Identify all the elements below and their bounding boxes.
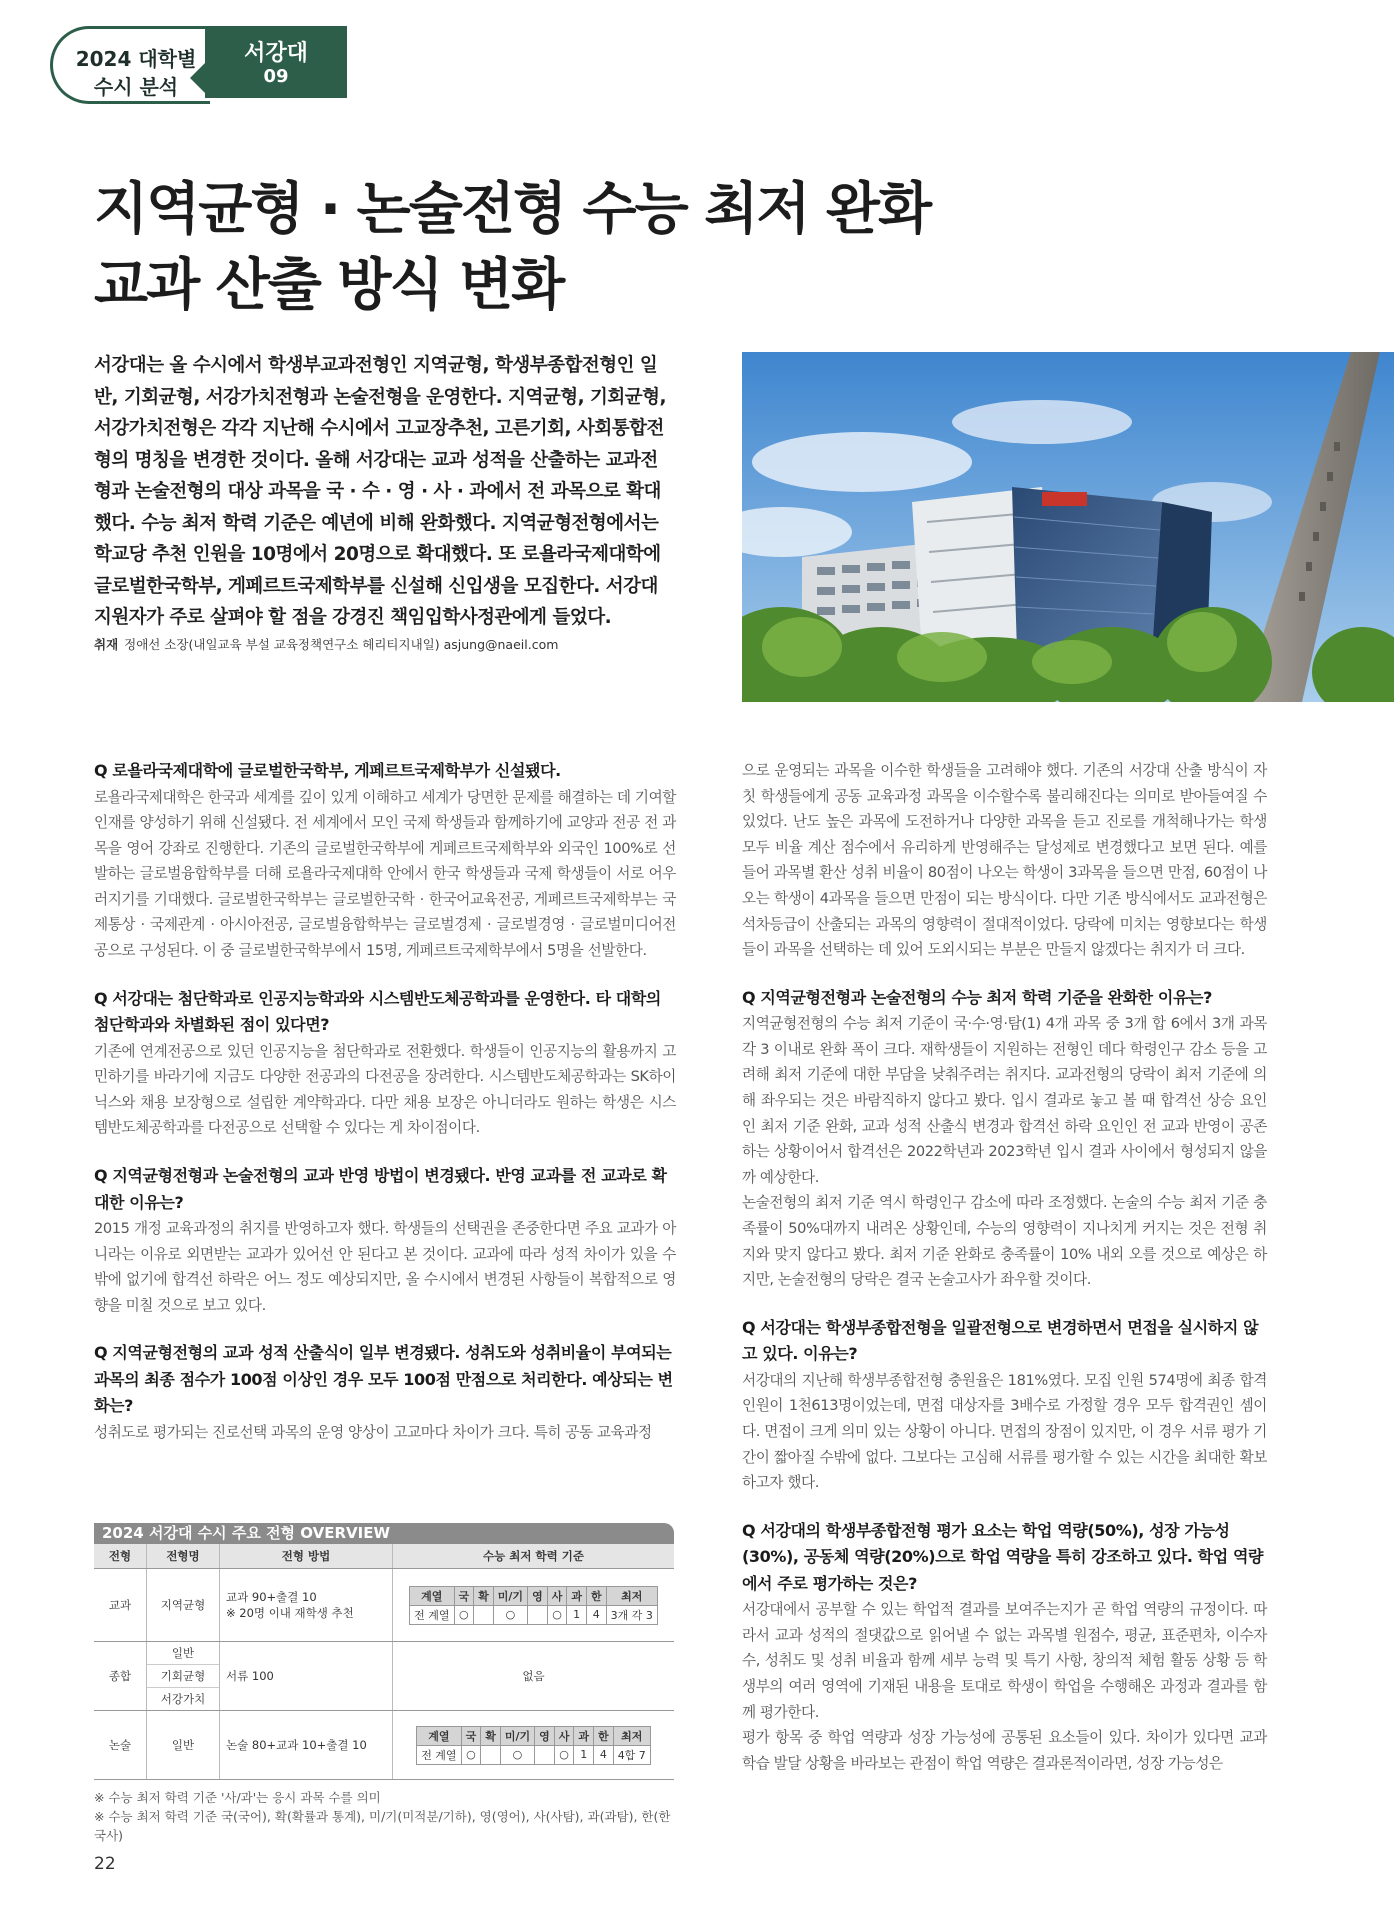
cell-name: 일반	[147, 1711, 220, 1780]
answer-6: 서강대의 지난해 학생부종합전형 충원율은 181%였다. 모집 인원 574명에 최종 합격인원이 1천613명이었는데, 면접 대상자를 3배수로 가정할 경우 모두 합격권인 셈이다. 면접이 크게 의미 있는 상황이 아니다. 면접의 장점이 있지만, 이 경우 서류 평가 기간이 짧아질 수밖에 없다. 그보다는 고심해 서류를 평가할 수 있는 시간을 최대한 확보하고자 했다.	[742, 1371, 1267, 1492]
sub-cell: 3개 각 3	[606, 1605, 657, 1624]
table-row	[94, 1642, 674, 1711]
overview-table	[94, 1523, 674, 1845]
sub-cell	[535, 1745, 555, 1764]
sub-cell: 1	[567, 1605, 587, 1624]
question-7: Q 서강대의 학생부종합전형 평가 요소는 학업 역량(50%), 성장 가능성(30%), 공동체 역량(20%)으로 학업 역량을 특히 강조하고 있다. 학업 역량에서 주로 평가하는 것은?	[742, 1520, 1264, 1593]
sub-cell: ○	[547, 1605, 567, 1624]
cell-method: 논술 80+교과 10+출결 10	[220, 1711, 393, 1780]
sub-h: 확	[481, 1726, 501, 1745]
cell-type: 교과	[94, 1569, 147, 1642]
byline-label: 취재	[94, 637, 119, 652]
lead-paragraph: 서강대는 올 수시에서 학생부교과전형인 지역균형, 학생부종합전형인 일반, 기회균형, 서강가치전형과 논술전형을 운영한다. 지역균형, 기회균형, 서강가치전형은 각각 지난해 수시에서 고교장추천, 고른기회, 사회통합전형의 명칭을 변경한 것이다. 올해 서강대는 교과 성적을 산출하는 교과전형과 논술전형의 대상 과목을 국 · 수 · 영 · 사 · 과에서 전 과목으로 확대했다. 수능 최저 학력 기준은 예년에 비해 완화했다. 지역균형전형에서는 학교당 추천 인원을 10명에서 20명으로 확대했다. 또 로욜라국제대학에 글로벌한국학부, 게페르트국제학부를 신설해 신입생을 모집한다. 서강대 지원자가 주로 살펴야 할 점을 강경진 책임입학사정관에게 들었다.	[94, 355, 667, 628]
sub-h: 한	[594, 1726, 614, 1745]
sub-cell: 1	[574, 1745, 594, 1764]
left-column	[94, 758, 676, 1446]
col-header-name: 전형명	[147, 1544, 220, 1569]
overview-grid	[94, 1544, 674, 1780]
sub-h: 국	[461, 1726, 481, 1745]
sub-h: 과	[567, 1586, 587, 1605]
answer-5-part2: 논술전형의 최저 기준 역시 학령인구 감소에 따라 조정했다. 논술의 수능 최저 기준 충족률이 50%대까지 내려온 상황인데, 수능의 영향력이 지나치게 커지는 것은 전형 취지와 맞지 않다고 봤다. 최저 기준 완화로 충족률이 10% 내외 오를 것으로 예상은 하지만, 논술전형의 당락은 결국 논술고사가 좌우할 것이다.	[742, 1194, 1267, 1289]
sub-h: 계열	[417, 1726, 461, 1745]
sub-cell: ○	[461, 1745, 481, 1764]
cell-method: 서류 100	[220, 1642, 393, 1711]
byline	[94, 635, 558, 653]
article-title	[94, 172, 1094, 324]
sub-cell	[528, 1605, 548, 1624]
table-note-2: ※ 수능 최저 학력 기준 국(국어), 확(확률과 통계), 미/기(미적분/기하), 영(영어), 사(사탐), 과(과탐), 한(한국사)	[94, 1809, 671, 1843]
sub-h: 최저	[613, 1726, 650, 1745]
table-note-1: ※ 수능 최저 학력 기준 '사/과'는 응시 과목 수를 의미	[94, 1790, 381, 1805]
sub-h: 확	[474, 1586, 494, 1605]
sub-cell: ○	[554, 1745, 574, 1764]
sub-h: 미/기	[493, 1586, 527, 1605]
title-line2: 교과 산출 방식 변화	[94, 253, 564, 318]
name-item: 일반	[147, 1642, 219, 1665]
minimum-subtable	[416, 1726, 651, 1765]
title-line1: 지역균형 · 논술전형 수능 최저 완화	[94, 177, 931, 242]
answer-7: 서강대에서 공부할 수 있는 학업적 결과를 보여주는지가 곧 학업 역량의 규정이다. 따라서 교과 성적의 절댓값으로 읽어낼 수 없는 과목별 원점수, 평균, 표준편차, 이수자 수, 성취도 및 성취 비율과 함께 세부 능력 및 특기 사항, 창의적 체험 활동 상황 등 학생부의 여러 영역에 기재된 내용을 토대로 학생이 학업을 수행해온 과정과 결과를 함께 평가한다.	[742, 1601, 1267, 1721]
sub-cell: ○	[500, 1745, 534, 1764]
sub-cell: 전 계열	[410, 1605, 454, 1624]
series-badge-line2: 수시 분석	[93, 75, 179, 99]
sub-cell	[481, 1745, 501, 1764]
answer-4: 성취도로 평가되는 진로선택 과목의 운영 양상이 고교마다 차이가 크다. 특히 공동 교육과정	[94, 1423, 652, 1441]
cell-minimum	[393, 1569, 675, 1642]
sub-h: 국	[454, 1586, 474, 1605]
answer-7-part2: 평가 항목 중 학업 역량과 성장 가능성에 공통된 요소들이 있다. 차이가 있다면 교과 학습 발달 상황을 바라보는 관점이 학업 역량은 결과론적이라면, 성장 가능성은	[742, 1729, 1267, 1772]
sub-h: 미/기	[500, 1726, 534, 1745]
col-header-method: 전형 방법	[220, 1544, 393, 1569]
table-row	[94, 1569, 674, 1642]
answer-1: 로욜라국제대학은 한국과 세계를 깊이 있게 이해하고 세계가 당면한 문제를 해결하는 데 기여할 인재를 양성하기 위해 신설됐다. 전 세계에서 모인 국제 학생들과 함께하기에 교양과 전공 전 과목을 영어 강좌로 진행한다. 기존의 글로벌한국학부에 게페르트국제학부와 외국인 100%로 선발하는 글로벌융합학부를 더해 로욜라국제대학 안에서 한국 학생들과 국제 학생들이 서로 어우러지기를 기대했다. 글로벌한국학부는 글로벌한국학 · 한국어교육전공, 게페르트국제학부는 국제통상 · 국제관계 · 아시아전공, 글로벌융합학부는 글로벌경제 · 글로벌경영 · 글로벌미디어전공으로 구성된다. 이 중 글로벌한국학부에서 15명, 게페르트국제학부에서 5명을 선발한다.	[94, 788, 676, 960]
question-5: Q 지역균형전형과 논술전형의 수능 최저 학력 기준을 완화한 이유는?	[742, 987, 1212, 1007]
sub-h: 영	[535, 1726, 555, 1745]
col-header-minimum: 수능 최저 학력 기준	[393, 1544, 675, 1569]
cell-name: 지역균형	[147, 1569, 220, 1642]
series-badge-line1: 2024 대학별	[75, 47, 197, 71]
cell-type: 논술	[94, 1711, 147, 1780]
series-badge	[50, 26, 210, 104]
sub-cell: 전 계열	[417, 1745, 461, 1764]
question-6: Q 서강대는 학생부종합전형을 일괄전형으로 변경하면서 면접을 실시하지 않고 있다. 이유는?	[742, 1317, 1259, 1364]
section-number: 09	[263, 66, 289, 87]
school-name: 서강대	[244, 41, 308, 66]
question-1: Q 로욜라국제대학에 글로벌한국학부, 게페르트국제학부가 신설됐다.	[94, 761, 561, 780]
sub-cell	[474, 1605, 494, 1624]
campus-photo	[742, 352, 1394, 702]
sub-cell: ○	[493, 1605, 527, 1624]
sub-cell: 4	[586, 1605, 606, 1624]
answer-5: 지역균형전형의 수능 최저 기준이 국·수·영·탐(1) 4개 과목 중 3개 합 6에서 3개 과목 각 3 이내로 완화 폭이 크다. 재학생들이 지원하는 전형인 데다 학령인구 감소 등을 고려해 최저 기준에 대한 부담을 낮춰주려는 취지다. 교과전형의 당락이 최저 기준에 의해 좌우되는 것은 바람직하지 않다고 봤다. 입시 결과로 놓고 볼 때 합격선 상승 요인인 최저 기준 완화, 교과 성적 산출식 변경과 합격선 하락 요인인 전 교과 반영이 공존하는 상황이어서 합격선은 2022학년과 2023학년 입시 결과 사이에서 형성되지 않을까 예상한다.	[742, 1015, 1267, 1186]
table-row	[94, 1711, 674, 1780]
col-header-type: 전형	[94, 1544, 147, 1569]
cell-type: 종합	[94, 1642, 147, 1711]
sub-h: 최저	[606, 1586, 657, 1605]
answer-4-continued: 으로 운영되는 과목을 이수한 학생들을 고려해야 했다. 기존의 서강대 산출 방식이 자칫 학생들에게 공동 교육과정 과목을 이수할수록 불리해진다는 의미로 받아들여질 수 있었다. 난도 높은 과목에 도전하거나 다양한 과목을 듣고 진로를 개척해나가는 학생 모두 비율 계산 점수에서 유리하게 반영해주는 달성제로 변경했다고 보면 된다. 예를 들어 과목별 환산 성취 비율이 80점이 나오는 학생이 3과목을 들으면 만점, 60점이 나오는 학생이 4과목을 들으면 만점이 되는 방식이다. 다만 기존 방식에서도 교과전형은 석차등급이 산출되는 과목의 영향력이 절대적이었다. 당락에 미치는 영향보다는 학생들이 과목을 선택하는 데 있어 도외시되는 부분은 만들지 않겠다는 취지가 더 크다.	[742, 762, 1267, 959]
question-4: Q 지역균형전형의 교과 성적 산출식이 일부 변경됐다. 성취도와 성취비율이 부여되는 과목의 최종 점수가 100점 이상인 경우 모두 100점 만점으로 처리한다. 예상되는 변화는?	[94, 1343, 673, 1416]
method-line: 교과 90+출결 10	[226, 1590, 317, 1604]
cell-minimum: 없음	[393, 1642, 675, 1711]
question-2: Q 서강대는 첨단학과로 인공지능학과와 시스템반도체공학과를 운영한다. 타 대학의 첨단학과와 차별화된 점이 있다면?	[94, 988, 661, 1035]
sub-cell: 4합 7	[613, 1745, 650, 1764]
answer-2: 기존에 연계전공으로 있던 인공지능을 첨단학과로 전환했다. 학생들이 인공지능의 활용까지 고민하기를 바라기에 지금도 다양한 전공과의 다전공을 장려한다. 시스템반도체공학과는 SK하이닉스와 채용 보장형으로 설립한 계약학과다. 다만 채용 보장은 아니더라도 원하는 학생은 시스템반도체공학과를 다전공으로 선택할 수 있다는 게 차이점이다.	[94, 1042, 676, 1137]
name-item: 기회균형	[147, 1665, 219, 1688]
cell-name	[147, 1642, 220, 1711]
table-title: 2024 서강대 수시 주요 전형 OVERVIEW	[94, 1523, 674, 1544]
cell-minimum	[393, 1711, 675, 1780]
answer-3: 2015 개정 교육과정의 취지를 반영하고자 했다. 학생들의 선택권을 존중한다면 주요 교과가 아니라는 이유로 외면받는 교과가 있어선 안 된다고 본 것이다. 교과에 따라 성적 차이가 있을 수밖에 없기에 합격선 하락은 어느 정도 예상되지만, 올 수시에서 변경된 사항들이 복합적으로 영향을 미칠 것으로 보고 있다.	[94, 1220, 676, 1314]
byline-text: 정애선 소장(내일교육 부설 교육정책연구소 헤리티지내일) asjung@naeil.com	[124, 637, 559, 652]
table-notes	[94, 1788, 674, 1845]
minimum-subtable	[409, 1586, 658, 1625]
sub-h: 계열	[410, 1586, 454, 1605]
sub-cell: ○	[454, 1605, 474, 1624]
sub-h: 사	[554, 1726, 574, 1745]
cell-method	[220, 1569, 393, 1642]
school-tab	[205, 26, 347, 98]
sub-h: 사	[547, 1586, 567, 1605]
sub-cell: 4	[594, 1745, 614, 1764]
sub-h: 영	[528, 1586, 548, 1605]
method-note: ※ 20명 이내 재학생 추천	[226, 1606, 354, 1620]
sub-h: 한	[586, 1586, 606, 1605]
name-item: 서강가치	[160, 1692, 206, 1706]
page-number: 22	[94, 1854, 116, 1874]
sub-h: 과	[574, 1726, 594, 1745]
question-3: Q 지역균형전형과 논술전형의 교과 반영 방법이 변경됐다. 반영 교과를 전 교과로 확대한 이유는?	[94, 1166, 667, 1212]
right-column	[742, 758, 1267, 1776]
